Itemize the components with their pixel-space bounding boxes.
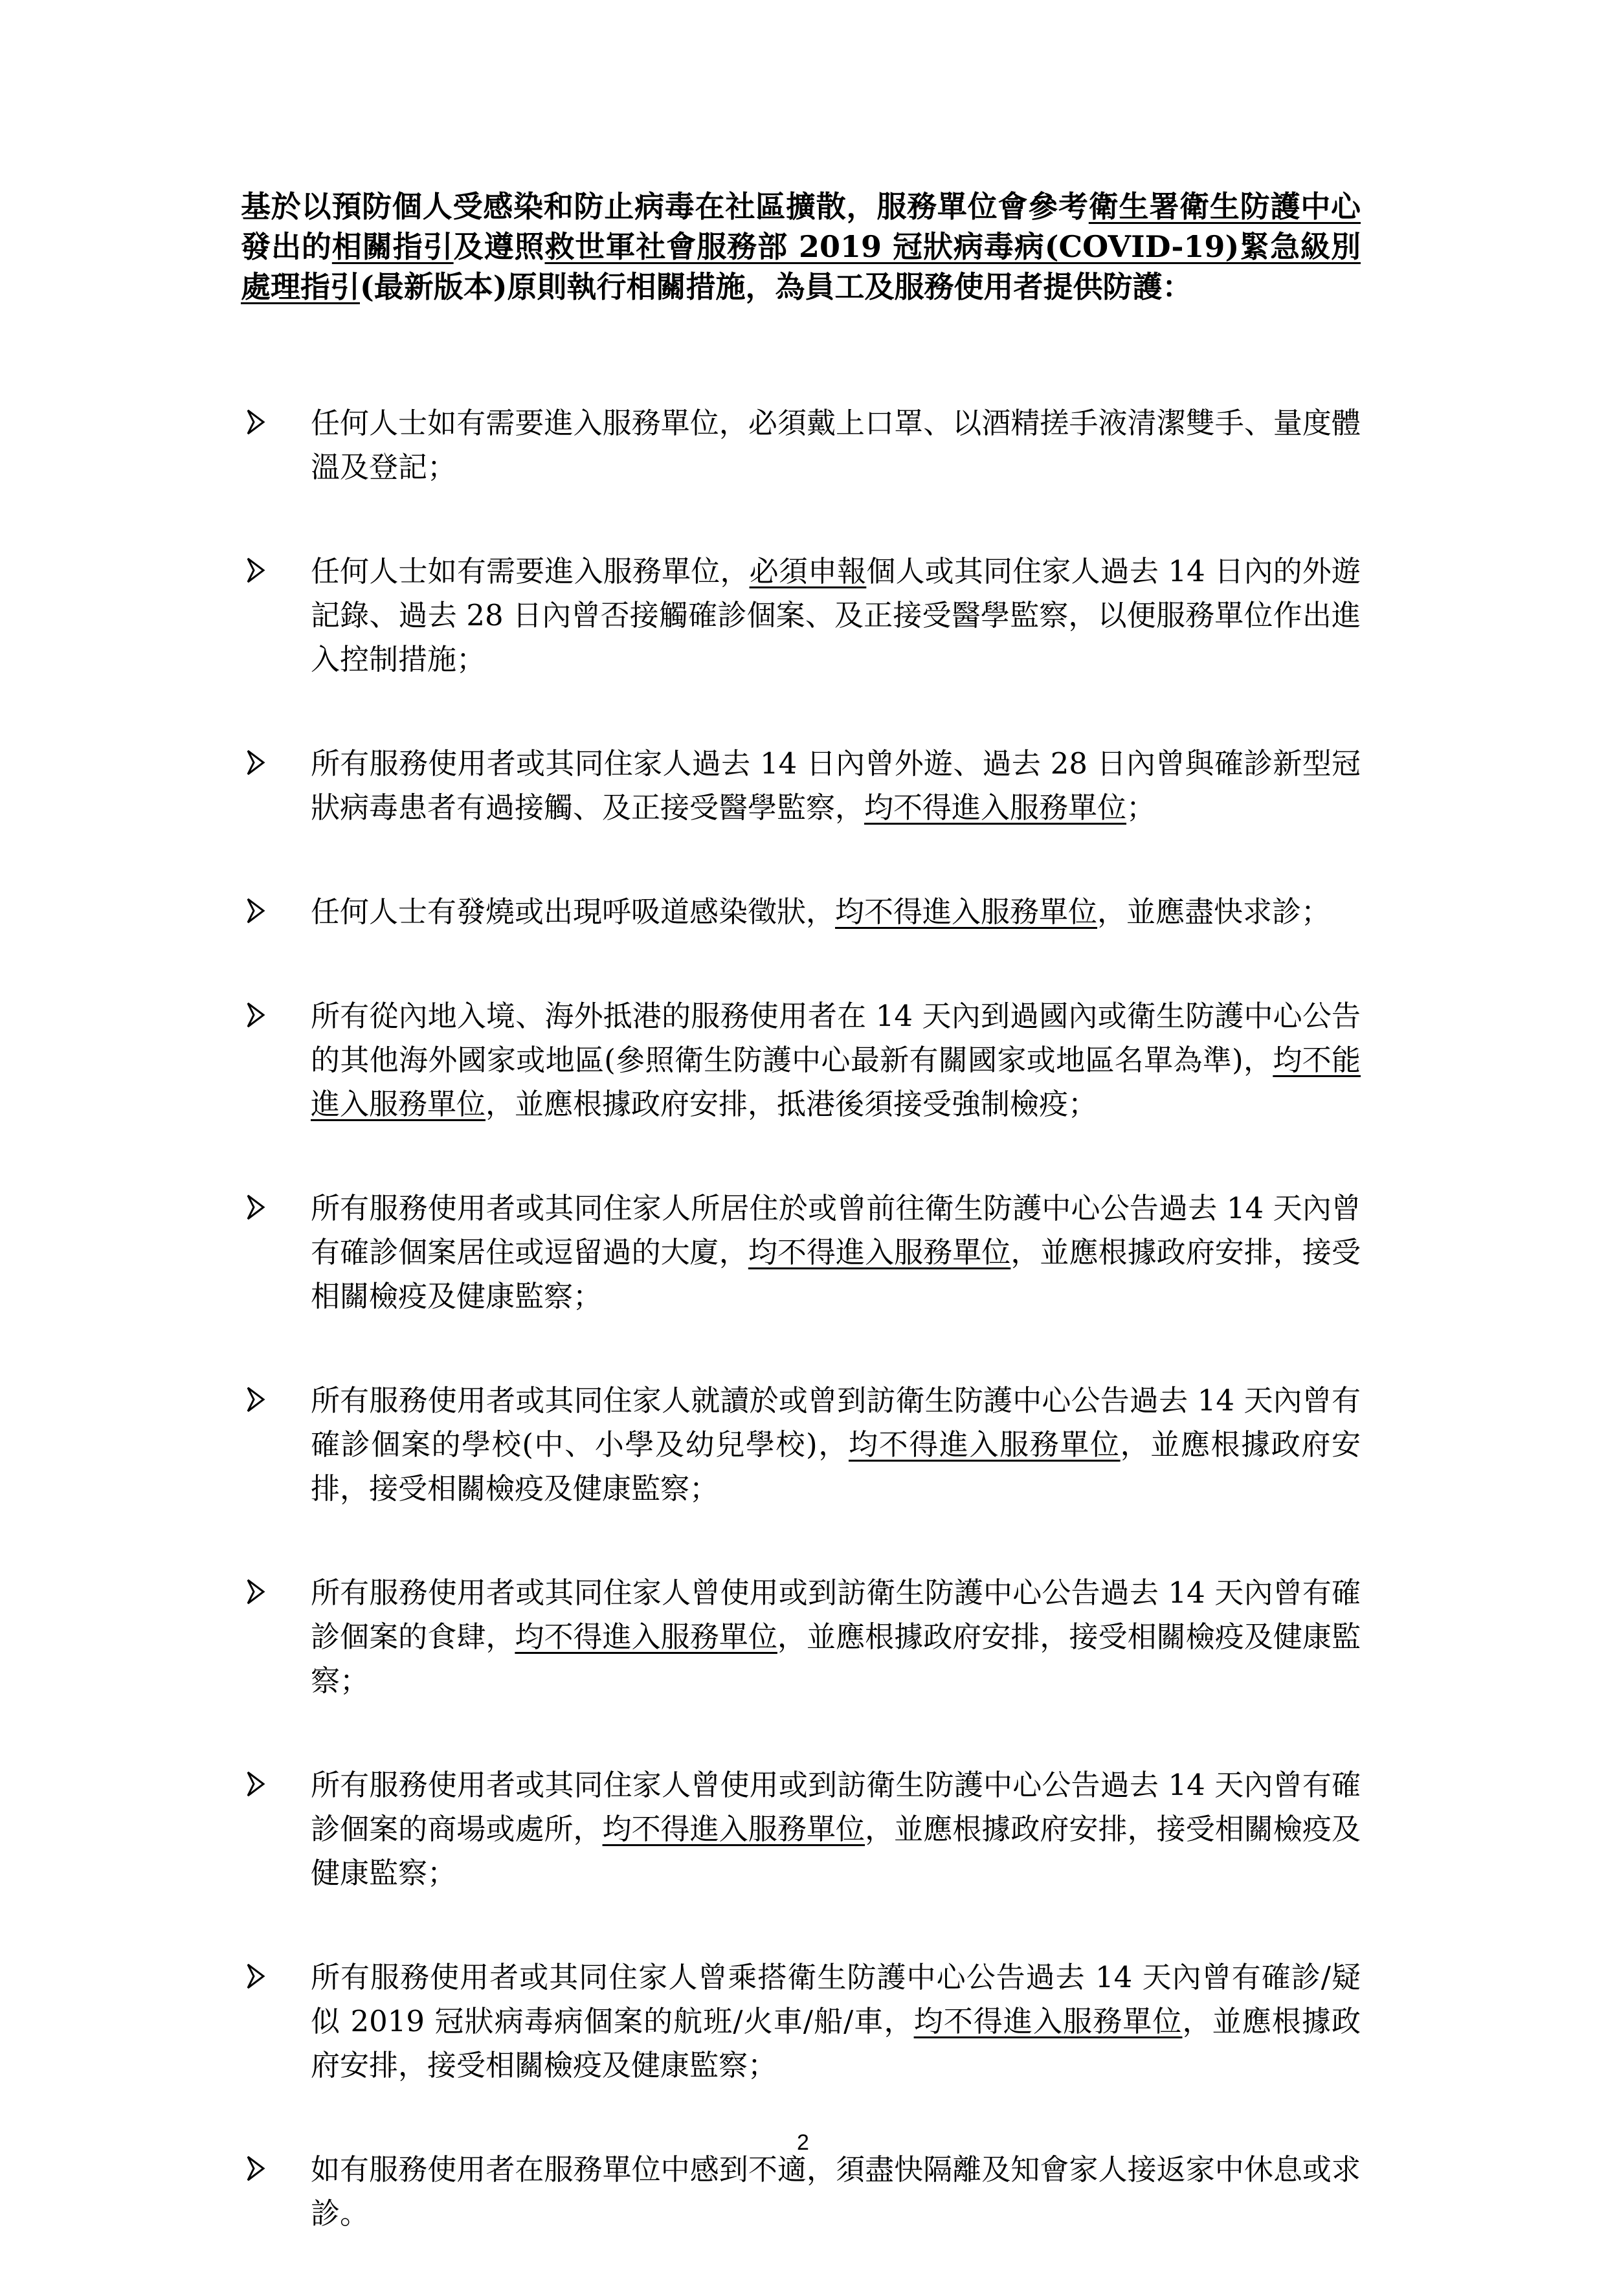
list-item-text: ，並應盡快求診； [1097, 895, 1331, 929]
right-arrow-bullet-icon [246, 408, 265, 436]
intro-paragraph [241, 186, 1361, 307]
right-arrow-bullet-icon [246, 1770, 265, 1798]
list-item-underlined-text: 均不得進入服務單位 [515, 1620, 777, 1654]
measures-list [241, 401, 1361, 2296]
intro-text: 發出的 [241, 229, 332, 264]
intro-underlined-text: 相關指引 [331, 229, 454, 264]
list-item [241, 1956, 1361, 2088]
list-item-underlined-text: 均不得進入服務單位 [864, 790, 1127, 825]
list-item-text: 所有服務使用者或其同住家人所居住於或曾前往衛生防護中心公告過去 14 天內曾有確診個案居住或逗留過的大廈， [311, 1191, 1361, 1269]
list-item [241, 2148, 1361, 2236]
right-arrow-bullet-icon [246, 748, 265, 777]
list-item [241, 1571, 1361, 1703]
list-item-text: 任何人士如有需要進入服務單位， [311, 554, 750, 588]
list-item [241, 401, 1361, 489]
list-item-text: ； [1126, 790, 1156, 825]
intro-underlined-text: 救世軍社會服務部 2019 冠狀病毒病(COVID-19)緊急級別處理指引 [241, 229, 1361, 304]
list-item [241, 550, 1361, 682]
list-item-text: 所有服務使用者或其同住家人曾使用或到訪衛生防護中心公告過去 14 天內曾有確診個案的食肆， [311, 1576, 1361, 1654]
list-item-text: ，並應根據政府安排，接受相關檢疫及健康監察； [311, 1812, 1361, 1890]
right-arrow-bullet-icon [246, 1577, 265, 1606]
list-item-text: ，並應根據政府安排，抵港後須接受強制檢疫； [485, 1087, 1098, 1121]
list-item-text: 任何人士有發燒或出現呼吸道感染徵狀， [311, 895, 836, 929]
list-item-underlined-text: 均不得進入服務單位 [602, 1812, 865, 1846]
list-item-text: 所有服務使用者或其同住家人曾乘搭衛生防護中心公告過去 14 天內曾有確診/疑似 2019 冠狀病毒病個案的航班/火車/船/車， [311, 1960, 1361, 2038]
list-item [241, 1187, 1361, 1319]
list-item [241, 1379, 1361, 1511]
right-arrow-bullet-icon [246, 1385, 265, 1414]
page-number: 2 [797, 2130, 809, 2155]
list-item-underlined-text: 均不得進入服務單位 [835, 895, 1098, 929]
list-item-underlined-text: 均不得進入服務單位 [848, 1427, 1121, 1462]
list-item-text: 個人或其同住家人過去 14 日內的外遊記錄、過去 28 日內曾否接觸確診個案、及正接受醫學監察，以便服務單位作出進入控制措施； [311, 554, 1361, 676]
list-item-text: ，並應根據政府安排，接受相關檢疫及健康監察； [311, 1427, 1361, 1506]
right-arrow-bullet-icon [246, 1193, 265, 1221]
list-item-text: 所有服務使用者或其同住家人曾使用或到訪衛生防護中心公告過去 14 天內曾有確診個案的商場或處所， [311, 1768, 1361, 1846]
list-item-underlined-text: 均不能進入服務單位 [311, 1043, 1361, 1121]
list-item-underlined-text: 均不得進入服務單位 [748, 1235, 1011, 1269]
right-arrow-bullet-icon [246, 1962, 265, 1990]
list-item [241, 742, 1361, 830]
right-arrow-bullet-icon [246, 2154, 265, 2183]
list-item [241, 1763, 1361, 1895]
intro-text: (最新版本)原則執行相關措施，為員工及服務使用者提供防護： [360, 269, 1192, 304]
list-item-text: 任何人士如有需要進入服務單位，必須戴上口罩、以酒精搓手液清潔雙手、量度體溫及登記； [311, 406, 1361, 484]
right-arrow-bullet-icon [246, 556, 265, 585]
list-item-text: 所有服務使用者或其同住家人過去 14 日內曾外遊、過去 28 日內曾與確診新型冠狀病毒患者有過接觸、及正接受醫學監察， [311, 746, 1361, 825]
list-item-text: 如有服務使用者在服務單位中感到不適，須盡快隔離及知會家人接返家中休息或求診。 [311, 2152, 1361, 2231]
list-item-text: ，並應根據政府安排，接受相關檢疫及健康監察； [311, 1235, 1361, 1313]
intro-underlined-text: 衛生署衛生防護中心 [1088, 189, 1361, 224]
list-item-underlined-text: 必須申報 [749, 554, 867, 588]
list-item-text: 所有從內地入境、海外抵港的服務使用者在 14 天內到過國內或衛生防護中心公告的其他海外國家或地區(參照衛生防護中心最新有關國家或地區名單為準)， [311, 999, 1361, 1077]
list-item [241, 890, 1361, 934]
list-item [241, 994, 1361, 1126]
right-arrow-bullet-icon [246, 1001, 265, 1029]
right-arrow-bullet-icon [246, 897, 265, 925]
list-item-text: ，並應根據政府安排，接受相關檢疫及健康監察； [311, 1620, 1361, 1698]
list-item-text: ，並應根據政府安排，接受相關檢疫及健康監察； [311, 2004, 1361, 2082]
intro-text: 基於以預防個人受感染和防止病毒在社區擴散，服務單位會參考 [241, 189, 1089, 224]
list-item-text: 所有服務使用者或其同住家人就讀於或曾到訪衛生防護中心公告過去 14 天內曾有確診個案的學校(中、小學及幼兒學校)， [311, 1383, 1361, 1462]
list-item-underlined-text: 均不得進入服務單位 [913, 2004, 1183, 2038]
intro-text: 及遵照 [453, 229, 545, 264]
